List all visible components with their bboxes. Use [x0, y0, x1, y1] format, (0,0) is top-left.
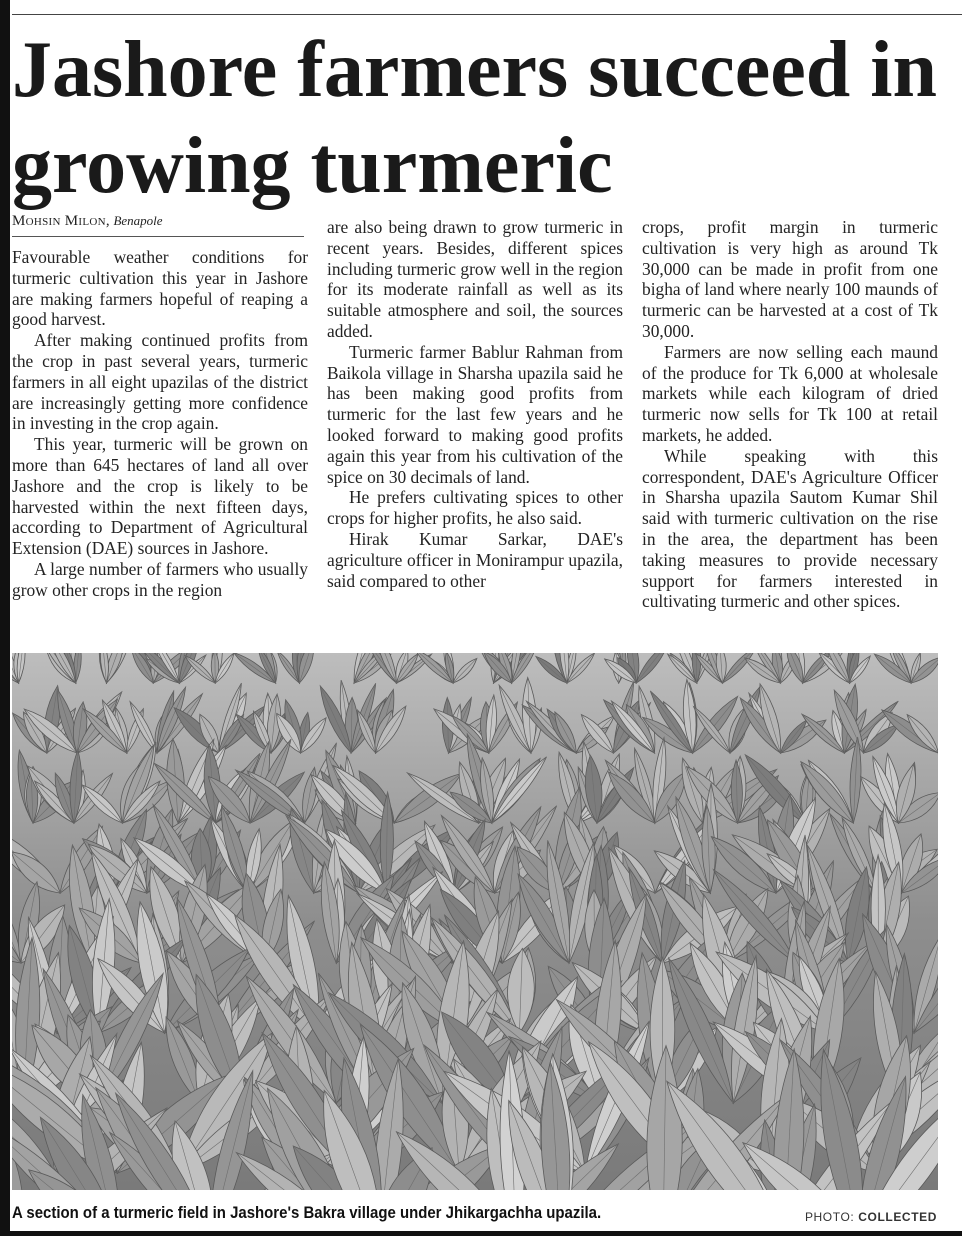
photo-credit-label: PHOTO: — [804, 1210, 855, 1224]
paragraph: Hirak Kumar Sarkar, DAE's agriculture officer in Monirampur upazila, said compared to other — [327, 528, 623, 591]
paragraph: crops, profit margin in turmeric cultivation is very high as around Tk 30,000 can be made in profit from one bigha of land where nearly 100 maunds of turmeric can be harvested at a cost of Tk 30,000. — [642, 217, 938, 341]
paragraph: are also being drawn to grow turmeric in recent years. Besides, different spices including turmeric grow well in the region for its moderate rainfall as well as its suitable atmosphere and soil, the sources added. — [327, 217, 623, 341]
paragraph: Farmers are now selling each maund of the produce for Tk 6,000 at wholesale markets while each kilogram of dried turmeric now sells for Tk 100 at retail markets, he added. — [642, 341, 938, 445]
paragraph: He prefers cultivating spices to other crops for higher profits, he also said. — [327, 487, 623, 529]
top-rule — [12, 14, 962, 15]
turmeric-leaves-illustration — [12, 653, 938, 1190]
photo-credit-source: COLLECTED — [858, 1210, 937, 1224]
paragraph: Favourable weather conditions for turmeric cultivation this year in Jashore are making farmers hopeful of reaping a good harvest. — [12, 247, 308, 330]
byline-author: Mohsin Milon, — [12, 213, 110, 229]
page-border-bottom — [0, 1231, 962, 1236]
page-border-left — [0, 0, 10, 1236]
byline — [12, 213, 163, 230]
paragraph: This year, turmeric will be grown on more than 645 hectares of land all over Jashore and the crop is likely to be harvested within the next fifteen days, according to Department of Agricultural Extension (DAE) sources in Jashore. — [12, 434, 308, 559]
photo-caption: A section of a turmeric field in Jashore's Bakra village under Jhikargachha upazila. — [12, 1203, 602, 1222]
paragraph: A large number of farmers who usually grow other crops in the region — [12, 558, 308, 600]
article-column-3 — [642, 217, 938, 612]
paragraph: Turmeric farmer Bablur Rahman from Baikola village in Sharsha upazila said he has been making good profits from turmeric for the last few years and he looked forward to making good profits again this year from his cultivation of the spice on 30 decimals of land. — [327, 341, 623, 487]
turmeric-field-photo — [12, 653, 938, 1190]
byline-place: Benapole — [113, 213, 163, 228]
byline-rule — [12, 236, 304, 237]
photo-credit — [805, 1210, 937, 1224]
paragraph: After making continued profits from the crop in past several years, turmeric farmers in all eight upazilas of the district are increasingly getting more confidence in investing in the crop again. — [12, 330, 308, 434]
paragraph: While speaking with this correspondent, DAE's Agriculture Officer in Sharsha upazila Sautom Kumar Shil said with turmeric cultivation on the rise in the area, the department has been taking measures to provide necessary support for farmers interested in cultivating turmeric and other spices. — [642, 445, 938, 612]
headline: Jashore farmers succeed in growing turmeric — [12, 26, 937, 210]
article-column-1 — [12, 247, 308, 601]
article-column-2 — [327, 217, 623, 591]
